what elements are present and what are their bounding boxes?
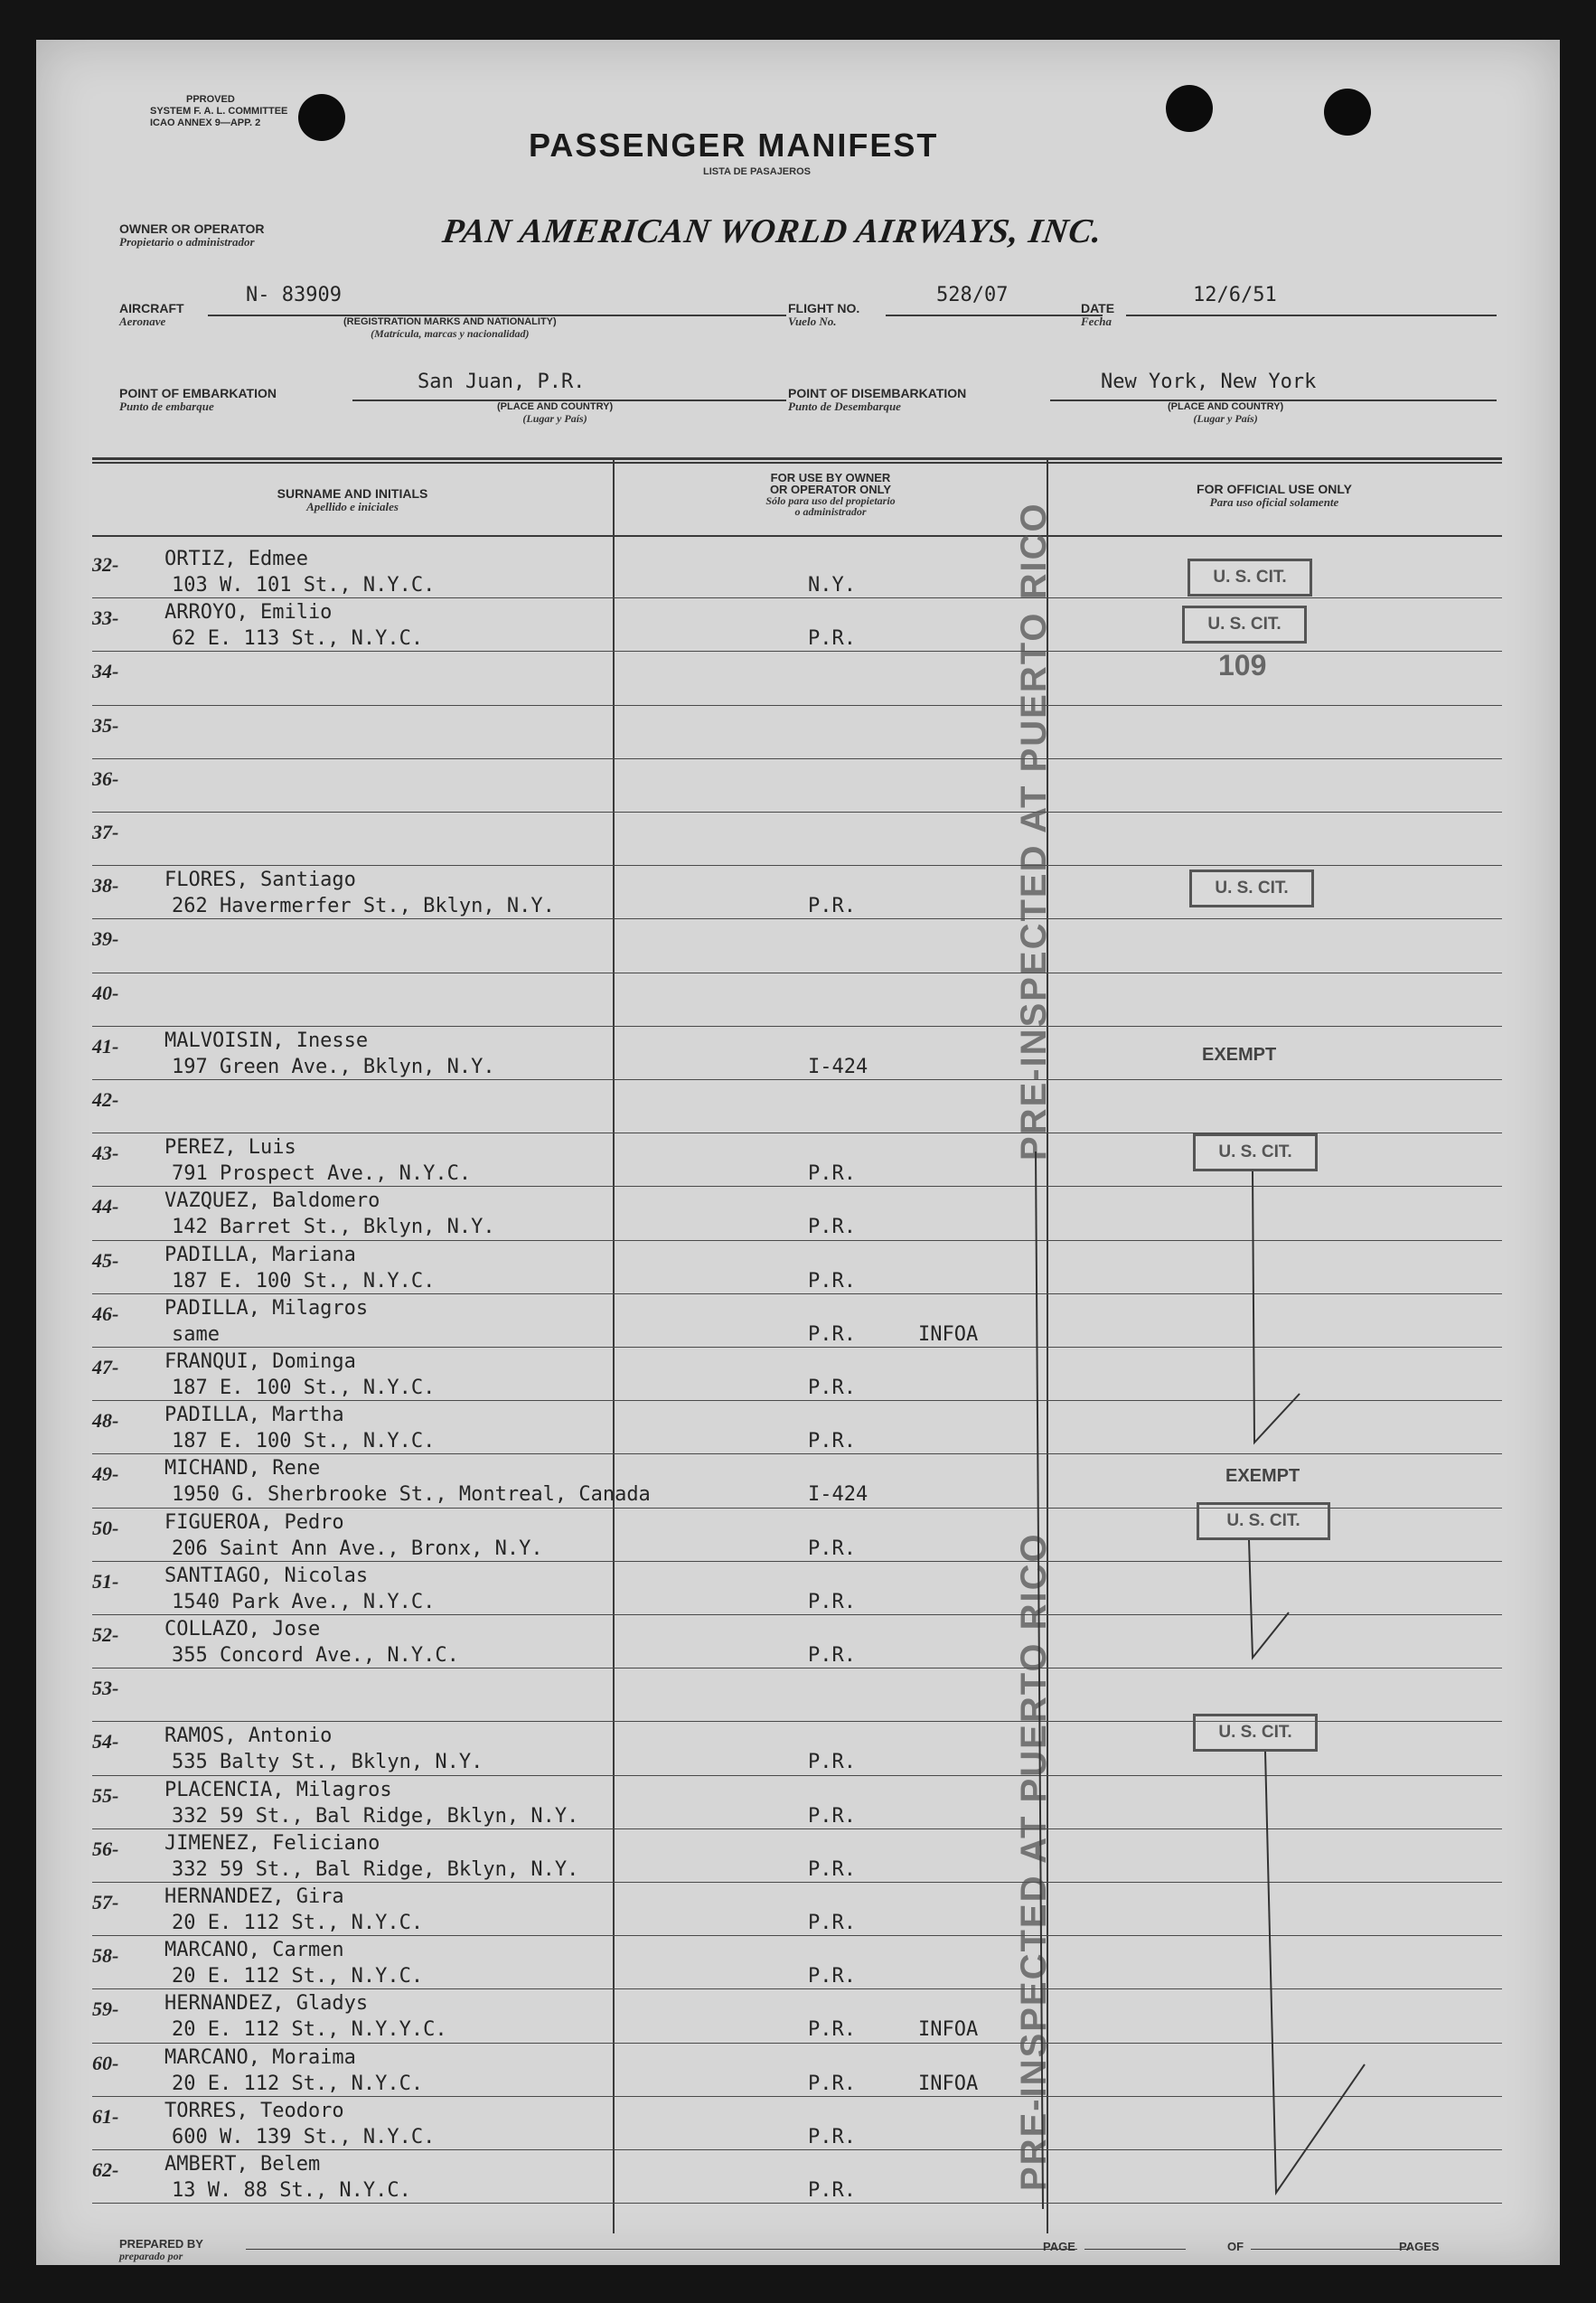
passenger-name: SANTIAGO, Nicolas [164, 1564, 369, 1587]
passenger-address: 355 Concord Ave., N.Y.C. [172, 1644, 459, 1667]
row-number: 51- [92, 1569, 119, 1593]
owner-use-code: P.R. [808, 1912, 856, 1934]
row-rule [92, 1775, 1502, 1776]
table-row [36, 1242, 1560, 1295]
row-number: 58- [92, 1944, 119, 1968]
owner-use-code: P.R. [808, 1537, 856, 1560]
column-header-surname-en: SURNAME AND INITIALS [277, 486, 428, 501]
column-header-official-en: FOR OFFICIAL USE ONLY [1197, 482, 1352, 496]
row-number: 59- [92, 1998, 119, 2021]
table-top-rule [92, 457, 1502, 460]
date-value: 12/6/51 [1193, 284, 1277, 306]
table-row [36, 867, 1560, 920]
row-number: 60- [92, 2051, 119, 2074]
table-row [36, 974, 1560, 1028]
owner-label-es: Propietario o administrador [119, 235, 255, 249]
page-title: PASSENGER MANIFEST [529, 127, 939, 164]
table-row [36, 1509, 1560, 1563]
disembarkation-value: New York, New York [1101, 371, 1317, 393]
column-header-surname [127, 487, 578, 513]
date-line [1126, 315, 1497, 316]
embarkation-label-en: POINT OF EMBARKATION [119, 386, 277, 400]
row-rule [92, 758, 1502, 759]
table-row [36, 1616, 1560, 1669]
page-label: PAGE [1043, 2240, 1075, 2253]
table-row [36, 1669, 1560, 1723]
row-number: 62- [92, 2158, 119, 2181]
prepared-by-line [246, 2249, 1077, 2250]
owner-use-code: N.Y. [808, 574, 856, 597]
owner-use-code: I-424 [808, 1483, 868, 1507]
row-number: 39- [92, 927, 119, 951]
prepared-by-en: PREPARED BY [119, 2237, 203, 2251]
prepared-by-label [119, 2238, 203, 2262]
passenger-name: PADILLA, Mariana [164, 1243, 356, 1266]
row-number: 41- [92, 1034, 119, 1058]
passenger-name: MARCANO, Moraima [164, 2045, 356, 2069]
passenger-address: 20 E. 112 St., N.Y.Y.C. [172, 2018, 447, 2042]
owner-use-code: P.R. [808, 1377, 856, 1399]
row-rule [92, 597, 1502, 598]
table-row [36, 1884, 1560, 1937]
passenger-address: 187 E. 100 St., N.Y.C. [172, 1269, 436, 1292]
row-number: 53- [92, 1677, 119, 1700]
passenger-name: AMBERT, Belem [164, 2153, 321, 2176]
table-row [36, 813, 1560, 867]
date-label [1081, 302, 1114, 328]
table-row [36, 599, 1560, 653]
row-number: 50- [92, 1516, 119, 1539]
us-citizen-stamp: U. S. CIT. [1182, 606, 1307, 644]
passenger-address: 791 Prospect Ave., N.Y.C. [172, 1162, 472, 1186]
prepared-by-es: preparado por [119, 2250, 183, 2262]
table-row [36, 2151, 1560, 2204]
table-row [36, 920, 1560, 973]
row-rule [92, 1347, 1502, 1348]
table-row [36, 1188, 1560, 1241]
passenger-name: ARROYO, Emilio [164, 601, 333, 625]
aircraft-label-es: Aeronave [119, 315, 166, 328]
owner-use-code: P.R. [808, 1216, 856, 1239]
row-number: 47- [92, 1356, 119, 1378]
row-rule [92, 2203, 1502, 2204]
owner-use-code: P.R. [808, 1590, 856, 1613]
owner-use-code: P.R. [808, 1269, 856, 1292]
passenger-address: 62 E. 113 St., N.Y.C. [172, 627, 424, 651]
us-citizen-stamp: U. S. CIT. [1193, 1714, 1318, 1752]
passenger-name: JIMENEZ, Feliciano [164, 1831, 380, 1855]
header-bottom-rule [92, 535, 1502, 537]
flight-value: 528/07 [936, 284, 1009, 306]
flight-label-es: Vuelo No. [788, 315, 837, 328]
aircraft-label-en: AIRCRAFT [119, 301, 184, 315]
table-row [36, 546, 1560, 599]
row-rule [92, 2043, 1502, 2044]
owner-use-code: P.R. [808, 2018, 856, 2042]
column-header-owner-es-2: o administrador [794, 505, 867, 518]
row-rule [92, 2149, 1502, 2150]
passenger-address: 20 E. 112 St., N.Y.C. [172, 1965, 424, 1988]
column-header-owner-en-2: OR OPERATOR ONLY [769, 483, 892, 496]
row-number: 55- [92, 1783, 119, 1807]
owner-label-en: OWNER OR OPERATOR [119, 221, 265, 236]
owner-use-code: P.R. [808, 1162, 856, 1186]
row-rule [92, 865, 1502, 866]
passenger-address: 535 Balty St., Bklyn, N.Y. [172, 1751, 483, 1774]
column-header-owner-en-1: FOR USE BY OWNER [770, 471, 891, 484]
table-row [36, 1777, 1560, 1830]
row-number: 34- [92, 660, 119, 683]
row-rule [92, 1453, 1502, 1454]
passenger-name: MARCANO, Carmen [164, 1939, 344, 1962]
passenger-address: 187 E. 100 St., N.Y.C. [172, 1430, 436, 1453]
place-note-es: (Lugar y País) [522, 412, 587, 425]
row-rule [92, 1828, 1502, 1829]
passenger-name: PLACENCIA, Milagros [164, 1778, 392, 1801]
passenger-name: MALVOISIN, Inesse [164, 1029, 369, 1052]
row-number: 46- [92, 1302, 119, 1325]
manifest-page [36, 40, 1560, 2265]
passenger-address: 262 Havermerfer St., Bklyn, N.Y. [172, 895, 555, 918]
table-row [36, 1134, 1560, 1188]
row-rule [92, 1935, 1502, 1936]
owner-use-code: P.R. [808, 1430, 856, 1453]
passenger-name: PADILLA, Martha [164, 1404, 344, 1427]
owner-use-code: P.R. [808, 627, 856, 651]
passenger-name: COLLAZO, Jose [164, 1618, 321, 1640]
owner-use-note: INFOA [918, 2072, 979, 2095]
owner-label [119, 222, 265, 249]
row-rule [92, 1614, 1502, 1615]
row-rule [92, 1400, 1502, 1401]
table-row [36, 653, 1560, 706]
registration-note-en: (REGISTRATION MARKS AND NATIONALITY) [343, 316, 557, 327]
owner-use-note: INFOA [918, 2018, 979, 2042]
row-rule [92, 1882, 1502, 1883]
passenger-name: TORRES, Teodoro [164, 2099, 344, 2122]
disembarkation-label-en: POINT OF DISEMBARKATION [788, 386, 967, 400]
table-row [36, 1830, 1560, 1884]
table-row [36, 1081, 1560, 1134]
row-rule [92, 1293, 1502, 1294]
column-header-surname-es: Apellido e iniciales [306, 500, 399, 513]
column-header-official-es: Para uso oficial solamente [1209, 495, 1339, 509]
column-header-owner-es-1: Sólo para uso del propietario [765, 494, 896, 507]
us-citizen-stamp: U. S. CIT. [1197, 1502, 1330, 1540]
row-number: 38- [92, 874, 119, 898]
punch-hole [1166, 85, 1213, 132]
owner-use-code: P.R. [808, 2179, 856, 2202]
owner-use-code: P.R. [808, 1644, 856, 1667]
passenger-address: 142 Barret St., Bklyn, N.Y. [172, 1216, 495, 1239]
punch-hole [298, 94, 345, 141]
table-row [36, 2044, 1560, 2098]
passenger-address: 13 W. 88 St., N.Y.C. [172, 2179, 411, 2202]
row-rule [92, 1240, 1502, 1241]
row-number: 56- [92, 1837, 119, 1860]
passenger-address: same [172, 1322, 220, 1346]
row-number: 36- [92, 766, 119, 790]
of-label: OF [1227, 2240, 1244, 2253]
row-rule [92, 918, 1502, 919]
table-row [36, 1937, 1560, 1990]
table-row [36, 1402, 1560, 1455]
us-citizen-stamp: U. S. CIT. [1193, 1133, 1318, 1171]
row-rule [92, 1026, 1502, 1027]
preinspected-stamp: PRE-INSPECTED AT PUERTO RICO [1014, 502, 1054, 1161]
owner-use-code: P.R. [808, 2125, 856, 2148]
row-number: 44- [92, 1195, 119, 1218]
row-number: 42- [92, 1088, 119, 1111]
owner-use-code: P.R. [808, 895, 856, 918]
date-label-es: Fecha [1081, 315, 1112, 328]
row-number: 43- [92, 1142, 119, 1165]
passenger-address: 600 W. 139 St., N.Y.C. [172, 2125, 436, 2148]
aircraft-value: N- 83909 [246, 284, 342, 306]
passenger-name: FIGUEROA, Pedro [164, 1510, 344, 1534]
flight-label-en: FLIGHT NO. [788, 301, 860, 315]
owner-use-code: P.R. [808, 2072, 856, 2095]
passenger-address: 20 E. 112 St., N.Y.C. [172, 1912, 424, 1934]
table-row [36, 707, 1560, 760]
table-row [36, 1990, 1560, 2044]
table-row [36, 1455, 1560, 1509]
place-note-en: (PLACE AND COUNTRY) [497, 401, 614, 412]
disembarkation-place-note [1168, 401, 1283, 425]
passenger-address: 197 Green Ave., Bklyn, N.Y. [172, 1055, 495, 1078]
passenger-address: 20 E. 112 St., N.Y.C. [172, 2072, 424, 2095]
approval-line: PPROVED [186, 94, 235, 105]
passenger-name: HERNANDEZ, Gladys [164, 1992, 369, 2016]
embarkation-place-note [497, 401, 613, 425]
approval-note [150, 94, 287, 129]
row-rule [92, 1079, 1502, 1080]
row-rule [92, 1561, 1502, 1562]
embarkation-value: San Juan, P.R. [418, 371, 586, 393]
owner-use-code: I-424 [808, 1055, 868, 1078]
exempt-stamp: EXEMPT [1225, 1466, 1300, 1486]
owner-use-code: P.R. [808, 1804, 856, 1828]
passenger-name: ORTIZ, Edmee [164, 548, 308, 570]
passenger-address: 206 Saint Ann Ave., Bronx, N.Y. [172, 1537, 543, 1560]
approval-line: ICAO ANNEX 9—APP. 2 [150, 118, 261, 128]
passenger-address: 332 59 St., Bal Ridge, Bklyn, N.Y. [172, 1857, 579, 1881]
row-number: 45- [92, 1248, 119, 1272]
row-number: 61- [92, 2104, 119, 2128]
registration-note [343, 316, 557, 340]
disembarkation-label-es: Punto de Desembarque [788, 400, 901, 413]
passenger-name: PEREZ, Luis [164, 1136, 296, 1160]
passenger-name: PADILLA, Milagros [164, 1296, 369, 1320]
disembarkation-label [788, 387, 966, 413]
table-row [36, 1295, 1560, 1349]
row-number: 33- [92, 606, 119, 630]
row-number: 35- [92, 713, 119, 737]
row-rule [92, 812, 1502, 813]
pages-label: PAGES [1399, 2240, 1440, 2253]
embarkation-label-es: Punto de embarque [119, 400, 214, 413]
owner-use-code: P.R. [808, 1965, 856, 1988]
table-row [36, 760, 1560, 813]
passenger-address: 103 W. 101 St., N.Y.C. [172, 574, 436, 597]
owner-use-note: INFOA [918, 1322, 979, 1346]
passenger-name: HERNANDEZ, Gira [164, 1885, 344, 1908]
flight-label [788, 302, 859, 328]
row-rule [92, 1186, 1502, 1187]
passenger-name: FRANQUI, Dominga [164, 1350, 356, 1373]
passenger-address: 187 E. 100 St., N.Y.C. [172, 1377, 436, 1399]
row-number: 37- [92, 821, 119, 843]
passenger-address: 332 59 St., Bal Ridge, Bklyn, N.Y. [172, 1804, 579, 1828]
page-subtitle: LISTA DE PASAJEROS [703, 166, 811, 177]
passenger-name: RAMOS, Antonio [164, 1725, 333, 1748]
table-row [36, 1723, 1560, 1776]
row-number: 32- [92, 553, 119, 576]
approval-line: SYSTEM F. A. L. COMMITTEE [150, 106, 288, 117]
passenger-address: 1540 Park Ave., N.Y.C. [172, 1590, 436, 1613]
row-number: 49- [92, 1462, 119, 1486]
row-number: 57- [92, 1891, 119, 1913]
page-line [1084, 2249, 1186, 2250]
airline-name: PAN AMERICAN WORLD AIRWAYS, INC. [440, 212, 1105, 250]
row-rule [92, 705, 1502, 706]
place-note-en: (PLACE AND COUNTRY) [1168, 401, 1284, 412]
exempt-stamp: EXEMPT [1202, 1045, 1277, 1065]
table-row [36, 1349, 1560, 1402]
table-row [36, 1563, 1560, 1616]
flight-line [886, 315, 1103, 316]
row-rule [92, 651, 1502, 652]
column-header-owner [615, 472, 1047, 517]
of-line [1251, 2249, 1410, 2250]
owner-use-code: P.R. [808, 1857, 856, 1881]
punch-hole [1324, 89, 1371, 136]
date-label-en: DATE [1081, 301, 1115, 315]
row-number: 48- [92, 1409, 119, 1433]
preinspected-stamp: PRE-INSPECTED AT PUERTO RICO [1014, 1532, 1054, 2191]
row-rule [92, 1988, 1502, 1989]
passenger-name: MICHAND, Rene [164, 1457, 321, 1480]
us-citizen-stamp: U. S. CIT. [1188, 559, 1312, 597]
table-row [36, 2098, 1560, 2151]
passenger-name: VAZQUEZ, Baldomero [164, 1189, 380, 1213]
row-number: 54- [92, 1730, 119, 1753]
table-top-rule-2 [92, 462, 1502, 464]
owner-use-code: P.R. [808, 1322, 856, 1346]
stamp-number: 109 [1218, 649, 1267, 682]
row-number: 40- [92, 981, 119, 1004]
aircraft-label [119, 302, 184, 328]
row-number: 52- [92, 1623, 119, 1646]
row-rule [92, 2096, 1502, 2097]
owner-use-code: P.R. [808, 1751, 856, 1774]
passenger-address: 1950 G. Sherbrooke St., Montreal, Canada [172, 1483, 651, 1507]
embarkation-label [119, 387, 277, 413]
us-citizen-stamp: U. S. CIT. [1189, 870, 1314, 907]
place-note-es: (Lugar y País) [1193, 412, 1258, 425]
registration-note-es: (Matrícula, marcas y nacionalidad) [371, 327, 530, 340]
column-header-official [1048, 483, 1500, 509]
passenger-name: FLORES, Santiago [164, 869, 356, 892]
table-row [36, 1028, 1560, 1081]
